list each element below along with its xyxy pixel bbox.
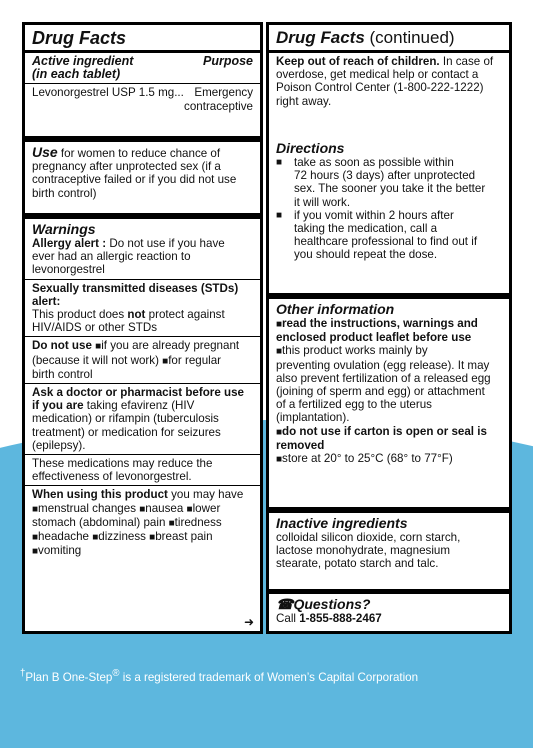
bullet-square-icon: ■ [92, 532, 99, 544]
bullet-square-icon: ■ [276, 426, 283, 438]
allergy-alert-label: Allergy alert : [32, 237, 107, 250]
side-effect-stomach: stomach (abdominal) pain [32, 515, 169, 529]
effectiveness-text-1: These medications may reduce the [32, 457, 213, 471]
use-line-2: pregnancy after unprotected sex (if a [32, 160, 221, 174]
divider [25, 485, 260, 486]
bullet-square-icon: ■ [168, 517, 175, 529]
keep-out-text-3: Poison Control Center (1-800-222-1222) [276, 81, 484, 95]
active-ingredient-label: Active ingredient [32, 54, 134, 68]
bullet-square-icon: ■ [139, 503, 146, 515]
bullet-square-icon: ■ [32, 532, 39, 544]
active-ingredient-sub: (in each tablet) [32, 67, 121, 82]
other-product-1: this product works mainly by [282, 344, 428, 358]
dagger-mark: † [20, 668, 26, 679]
other-read-2: enclosed product leaflet before use [276, 331, 472, 345]
divider [25, 383, 260, 384]
inactive-line-2: lactose monohydrate, magnesium [276, 544, 450, 558]
questions-phone-number: 1-855-888-2467 [299, 612, 382, 625]
side-effect-headache: headache [38, 530, 93, 544]
phone-icon: ☎ [276, 596, 294, 612]
do-not-use-text-2a: (because it will not work) [32, 353, 163, 367]
ask-doctor-text-3: medication) or rifampin (tuberculosis [32, 412, 219, 426]
effectiveness-text-2: effectiveness of levonorgestrel. [32, 470, 192, 484]
drug-facts-right-panel [266, 22, 512, 634]
continue-arrow-icon: ➜ [243, 614, 254, 629]
when-using-label: When using this product [32, 488, 168, 502]
other-product-6: (implantation). [276, 411, 350, 425]
continued-title-bold: Drug Facts [276, 28, 365, 47]
inactive-ingredients-title: Inactive ingredients [276, 515, 408, 531]
divider [269, 50, 509, 53]
purpose-label: Purpose [202, 54, 253, 68]
directions-item-2 [276, 209, 502, 262]
questions-title: Questions? [293, 596, 371, 612]
call-label: Call [276, 612, 300, 625]
side-effect-lower: lower [192, 501, 221, 515]
ingredient-name: Levonorgestrel USP 1.5 mg... [32, 86, 184, 100]
directions-item-2-line-4: you should repeat the dose. [294, 248, 438, 262]
ask-doctor-text-2: taking efavirenz (HIV [83, 399, 195, 413]
other-product-3: also prevent fertilization of a released egg [276, 371, 491, 385]
side-effect-vomiting: vomiting [38, 544, 82, 558]
warnings-title: Warnings [32, 221, 96, 237]
ask-doctor-text-4: treatment) or medication for seizures [32, 425, 221, 439]
bullet-square-icon: ■ [276, 319, 283, 330]
ingredient-row [32, 86, 253, 99]
divider [25, 83, 260, 84]
inactive-line-3: stearate, potato starch and talc. [276, 557, 439, 571]
drug-facts-left-panel [22, 22, 263, 634]
inactive-line-1: colloidal silicon dioxide, corn starch, [276, 531, 461, 544]
divider [25, 336, 260, 337]
keep-out-text-4: right away. [276, 94, 332, 108]
directions-item-2-line-2: taking the medication, call a [294, 222, 438, 236]
purpose-value-1: Emergency [194, 86, 253, 100]
continued-title-rest: (continued) [364, 28, 455, 47]
other-read-1: read the instructions, warnings and [282, 317, 478, 330]
std-text-2: HIV/AIDS or other STDs [32, 321, 157, 335]
directions-section [269, 138, 509, 293]
bullet-square-icon: ■ [162, 355, 169, 367]
allergy-text-3: levonorgestrel [32, 263, 105, 277]
other-product-2: preventing ovulation (egg release). It may [276, 358, 490, 372]
directions-item-1-line-1: take as soon as possible within [294, 156, 454, 169]
ask-doctor-text-5: (epilepsy). [32, 438, 86, 452]
side-effect-nausea: nausea [145, 501, 187, 515]
do-not-use-label: Do not use [32, 339, 92, 353]
other-information-title: Other information [276, 301, 395, 317]
inactive-ingredients-section [269, 513, 509, 589]
use-section [25, 142, 260, 213]
std-text-1c: protect against [145, 308, 225, 322]
brand-name: Plan B One-Step [25, 670, 113, 684]
side-effect-dizziness: dizziness [98, 530, 150, 544]
use-line-1: for women to reduce chance of [57, 147, 221, 160]
other-product-4: (joining of sperm and egg) or attachment [276, 385, 485, 399]
directions-item-2-line-3: healthcare professional to find out if [294, 235, 478, 249]
divider [25, 50, 260, 53]
allergy-text-1: Do not use if you have [106, 237, 225, 250]
bullet-square-icon: ■ [95, 341, 102, 353]
other-do-not-use-1: do not use if carton is open or seal is [282, 424, 487, 438]
directions-title: Directions [276, 140, 345, 156]
use-line-4: birth control) [32, 186, 97, 200]
keep-out-label: Keep out of reach of children. [276, 55, 440, 68]
keep-out-text-2: overdose, get medical help or contact a [276, 68, 479, 82]
allergy-text-2: ever had an allergic reaction to [32, 250, 191, 264]
trademark-text: is a registered trademark of Women’s Capital Corporation [119, 670, 419, 684]
active-ingredient-section [25, 25, 260, 136]
trademark-footnote [20, 668, 418, 684]
bullet-square-icon: ■ [276, 454, 283, 466]
do-not-use-text-1: if you are already pregnant [101, 339, 240, 353]
bullet-square-icon: ■ [186, 503, 193, 515]
drug-facts-title: Drug Facts [32, 28, 127, 48]
registered-mark: ® [112, 668, 120, 679]
directions-item-1-line-4: it will work. [294, 195, 351, 209]
bullet-square-icon: ■ [32, 503, 39, 515]
other-product-5: of a fertilized egg to the uterus [276, 398, 432, 412]
divider [25, 454, 260, 455]
do-not-use-text-2b: for regular [168, 353, 222, 367]
keep-out-text-1: In case of [439, 55, 494, 68]
bullet-square-icon: ■ [32, 546, 39, 558]
std-text-1a: This product does [32, 308, 128, 322]
bullet-square-icon: ■ [149, 532, 156, 544]
use-title: Use [32, 144, 58, 160]
bullet-square-icon: ■ [276, 157, 283, 168]
when-using-text-1: you may have [167, 488, 244, 502]
other-do-not-use-2: removed [276, 438, 325, 452]
std-heading-2: alert: [32, 294, 61, 308]
keep-out-section [269, 25, 509, 153]
divider [25, 279, 260, 280]
side-effect-tiredness: tiredness [174, 515, 222, 529]
side-effect-breast-pain: breast pain [155, 530, 213, 544]
ask-doctor-label-1: Ask a doctor or pharmacist before use [32, 386, 244, 400]
directions-item-2-line-1: if you vomit within 2 hours after [294, 208, 454, 222]
bullet-square-icon: ■ [276, 346, 283, 358]
purpose-value-2: contraceptive [184, 99, 253, 113]
do-not-use-text-3: birth control [32, 367, 93, 381]
questions-section [269, 594, 509, 631]
std-heading-1: Sexually transmitted diseases (STDs) [32, 281, 239, 295]
warnings-section [25, 219, 260, 631]
directions-item-1 [276, 156, 502, 209]
continued-title [276, 27, 502, 49]
ask-doctor-label-2: if you are [32, 399, 84, 413]
side-effect-menstrual: menstrual changes [38, 501, 140, 515]
directions-item-1-line-3: sex. The sooner you take it the better [294, 182, 486, 196]
other-information-section [269, 299, 509, 507]
bullet-square-icon: ■ [276, 209, 283, 221]
directions-item-1-line-2: 72 hours (3 days) after unprotected [294, 169, 476, 183]
std-text-1b: not [127, 308, 146, 322]
use-line-3: contraceptive failed or if you did not use [32, 173, 237, 187]
other-store: store at 20° to 25°C (68° to 77°F) [282, 452, 453, 466]
